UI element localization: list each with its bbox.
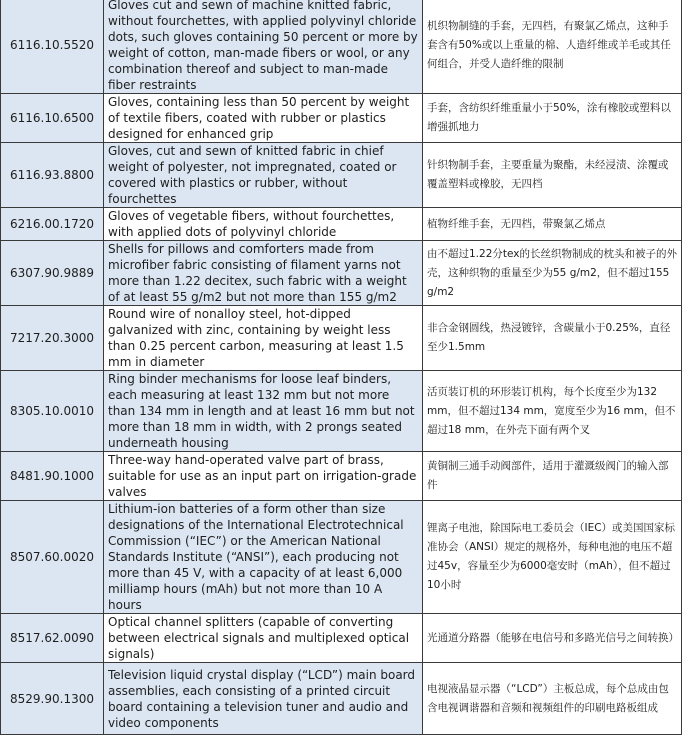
table-row [1, 143, 682, 208]
chinese-description-cell: 手套，含纺织纤维重量小于50%，涂有橡胶或塑料以增强抓地力 [423, 94, 682, 143]
chinese-description-cell: 植物纤维手套，无四档，带聚氯乙烯点 [423, 208, 682, 241]
hts-code-cell: 6307.90.9889 [1, 241, 104, 306]
english-description-cell: Gloves of vegetable fibers, without fourchettes, with applied dots of polyvinyl chloride [104, 208, 423, 241]
table-row [1, 501, 682, 614]
chinese-description-cell: 活页装订机的环形装订机构，每个长度至少为132 mm，但不超过134 mm，宽度至少为16 mm，但不超过18 mm，在外壳下面有两个叉 [423, 371, 682, 452]
hts-code-cell: 8305.10.0010 [1, 371, 104, 452]
chinese-description-cell: 黄铜制三通手动阀部件，适用于灌溉级阀门的输入部件 [423, 452, 682, 501]
chinese-description-cell: 针织物制手套，主要重量为聚酯，未经浸渍、涂覆或覆盖塑料或橡胶，无四档 [423, 143, 682, 208]
hts-code-cell: 8481.90.1000 [1, 452, 104, 501]
english-description-cell: Three-way hand-operated valve part of brass, suitable for use as an input part on irrigation-grade valves [104, 452, 423, 501]
hts-code-cell: 6116.93.8800 [1, 143, 104, 208]
english-description-cell: Round wire of nonalloy steel, hot-dipped galvanized with zinc, containing by weight less than 0.25 percent carbon, measuring at least 1.5 mm in diameter [104, 306, 423, 371]
english-description-cell: Gloves cut and sewn of machine knitted fabric, without fourchettes, with applied polyvinyl chloride dots, such gloves containing 50 percent or more by weight of cotton, man-made fibers or wool, or any combination thereof and subject to man-made fiber restraints [104, 0, 423, 94]
english-description-cell: Television liquid crystal display (“LCD”) main board assemblies, each consisting of a printed circuit board containing a television tuner and audio and video components [104, 663, 423, 735]
table-row [1, 94, 682, 143]
hts-code-cell: 6216.00.1720 [1, 208, 104, 241]
hts-code-cell: 6116.10.6500 [1, 94, 104, 143]
english-description-cell: Shells for pillows and comforters made from microfiber fabric consisting of filament yarns not more than 1.22 decitex, such fabric with a weight of at least 55 g/m2 but not more than 155 g/m2 [104, 241, 423, 306]
table-row [1, 614, 682, 663]
english-description-cell: Ring binder mechanisms for loose leaf binders, each measuring at least 132 mm but not more than 134 mm in length and at least 16 mm but not more than 18 mm in width, with 2 prongs seated underneath housing [104, 371, 423, 452]
hts-code-cell: 8517.62.0090 [1, 614, 104, 663]
table-row [1, 663, 682, 735]
chinese-description-cell: 电视液晶显示器（“LCD”）主板总成，每个总成由包含电视调谐器和音频和视频组件的印刷电路板组成 [423, 663, 682, 735]
table-row [1, 208, 682, 241]
table-row [1, 371, 682, 452]
chinese-description-cell: 非合金钢圆线，热浸镀锌，含碳量小于0.25%，直径至少1.5mm [423, 306, 682, 371]
hts-code-cell: 6116.10.5520 [1, 0, 104, 94]
english-description-cell: Optical channel splitters (capable of converting between electrical signals and multiplexed optical signals) [104, 614, 423, 663]
hts-code-cell: 8507.60.0020 [1, 501, 104, 614]
table-row [1, 306, 682, 371]
english-description-cell: Gloves, containing less than 50 percent by weight of textile fibers, coated with rubber or plastics designed for enhanced grip [104, 94, 423, 143]
chinese-description-cell: 机织物制缝的手套，无四档，有聚氯乙烯点，这种手套含有50%或以上重量的棉、人造纤维或羊毛或其任何组合，并受人造纤维的限制 [423, 0, 682, 94]
table-row [1, 241, 682, 306]
table-row [1, 452, 682, 501]
hts-code-cell: 7217.20.3000 [1, 306, 104, 371]
chinese-description-cell: 由不超过1.22分tex的长丝织物制成的枕头和被子的外壳，这种织物的重量至少为55 g/m2，但不超过155 g/m2 [423, 241, 682, 306]
chinese-description-cell: 锂离子电池，除国际电工委员会（IEC）或美国国家标准协会（ANSI）规定的规格外，每种电池的电压不超过45v，容量至少为6000毫安时（mAh），但不超过10小时 [423, 501, 682, 614]
english-description-cell: Lithium-ion batteries of a form other than size designations of the International Electrotechnical Commission (“IEC”) or the American National Standards Institute (“ANSI”), each producing not more than 45 V, with a capacity of at least 6,000 milliamp hours (mAh) but not more than 10 A hours [104, 501, 423, 614]
chinese-description-cell: 光通道分路器（能够在电信号和多路光信号之间转换） [423, 614, 682, 663]
hts-code-cell: 8529.90.1300 [1, 663, 104, 735]
english-description-cell: Gloves, cut and sewn of knitted fabric in chief weight of polyester, not impregnated, coated or covered with plastics or rubber, without fourchettes [104, 143, 423, 208]
table-row [1, 0, 682, 94]
